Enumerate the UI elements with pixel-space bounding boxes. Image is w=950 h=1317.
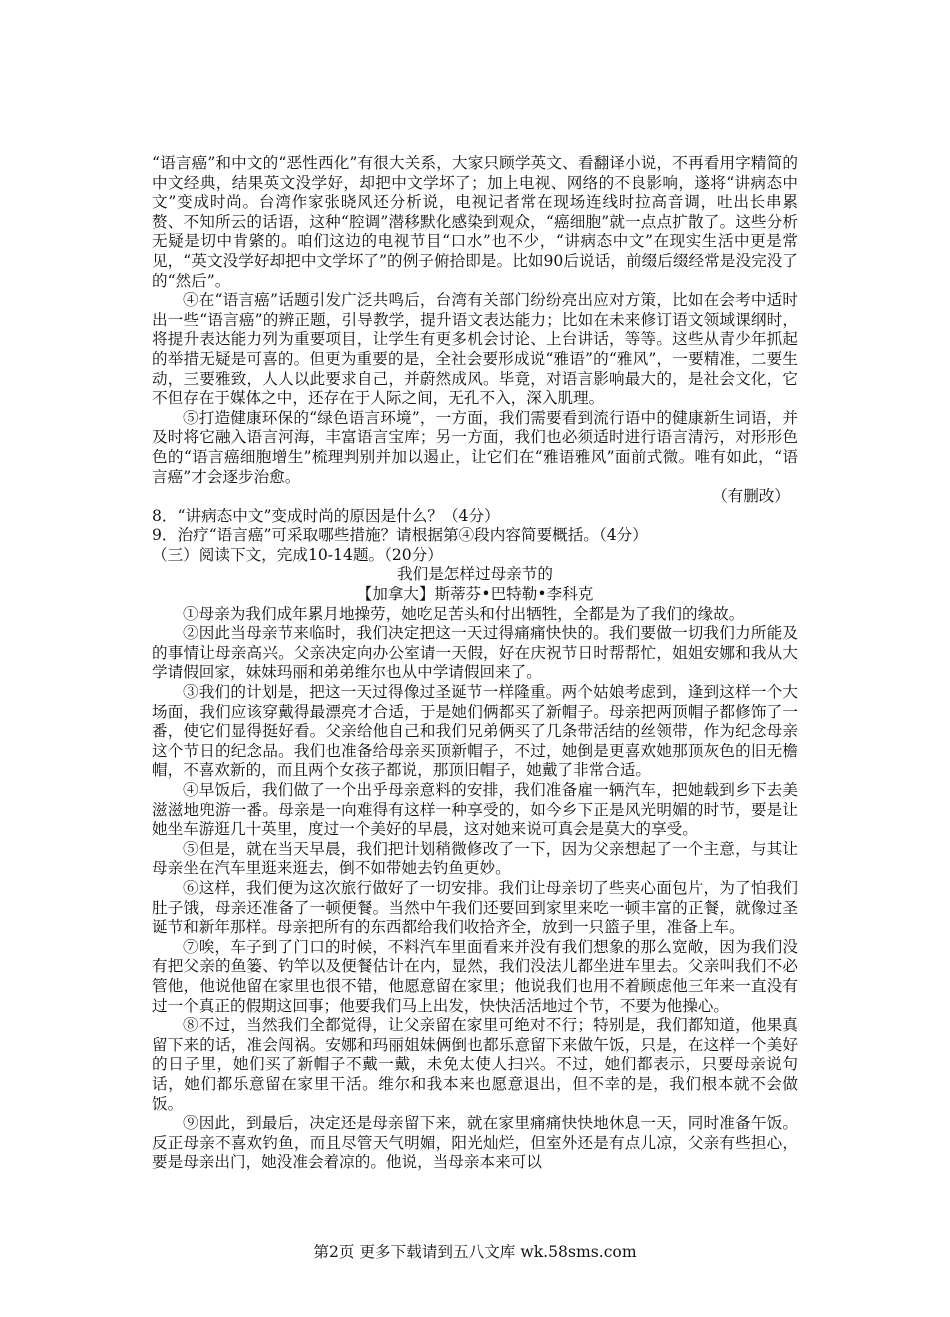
story-paragraph-4: ④早饭后，我们做了一个出乎母亲意料的安排，我们准备雇一辆汽车，把她载到乡下去美滋滋地兜游一番。母亲是一向难得有这样一种享受的，如今乡下正是风光明媚的时节，要是让她坐车游逛几十英里，度过一个美好的早晨，这对她来说可真会是莫大的享受。 <box>152 781 798 839</box>
paragraph-3-continued: “语言癌”和中文的“恶性西化”有很大关系，大家只顾学英文、看翻译小说，不再看用字精简的中文经典，结果英文没学好，却把中文学坏了；加上电视、网络的不良影响，遂将“讲病态中文”变成时尚。台湾作家张晓风还分析说，电视记者常在现场连线时拉高音调，吐出长串累赘、不知所云的话语，这种“腔调”潜移默化感染到观众，“癌细胞”就一点点扩散了。这些分析无疑是切中肯綮的。咱们这边的电视节目“口水”也不少，“讲病态中文”在现实生活中更是常见，“英文没学好却把中文学坏了”的例子俯拾即是。比如90后说话，前缀后缀经常是没完没了的“然后”。 <box>152 154 798 290</box>
story-paragraph-2: ②因此当母亲节来临时，我们决定把这一天过得痛痛快快的。我们要做一切我们力所能及的事情让母亲高兴。父亲决定向办公室请一天假，好在庆祝节日时帮帮忙，姐姐安娜和我从大学请假回家，妹妹玛丽和弟弟维尔也从中学请假回来了。 <box>152 624 798 682</box>
page-footer: 第2页 更多下载请到五八文库 wk.58sms.com <box>313 1243 637 1261</box>
story-author: 【加拿大】斯蒂芬•巴特勒•李科克 <box>356 585 594 604</box>
story-paragraph-7: ⑦唉，车子到了门口的时候，不料汽车里面看来并没有我们想象的那么宽敞，因为我们没有把父亲的鱼篓、钓竿以及便餐估计在内，显然，我们没法儿都坐进车里去。父亲叫我们不必管他，他说他留在家里也很不错，他愿意留在家里；他说我们也用不着顾虑他三年来一直没有过一个真正的假期这回事；他要我们马上出发，快快活活地过个节，不要为他操心。 <box>152 937 798 1015</box>
story-paragraph-3: ③我们的计划是，把这一天过得像过圣诞节一样隆重。两个姑娘考虑到，逢到这样一个大场面，我们应该穿戴得最漂亮才合适，于是她们俩都买了新帽子。母亲把两顶帽子都修饰了一番，使它们显得挺好看。父亲给他自己和我们兄弟俩买了几条带活结的丝领带，作为纪念母亲这个节日的纪念品。我们也准备给母亲买顶新帽子，不过，她倒是更喜欢她那顶灰色的旧无檐帽，不喜欢新的，而且两个女孩子都说，那顶旧帽子，她戴了非常合适。 <box>152 683 798 780</box>
abridged-note: （有删改） <box>712 487 790 506</box>
story-paragraph-9: ⑨因此，到最后，决定还是母亲留下来，就在家里痛痛快快地休息一天，同时准备午饭。反正母亲不喜欢钓鱼，而且尽管天气明媚，阳光灿烂，但室外还是有点儿凉，父亲有些担心，要是母亲出门，她没准会着凉的。他说，当母亲本来可以 <box>152 1114 798 1172</box>
story-paragraph-8: ⑧不过，当然我们全都觉得，让父亲留在家里可绝对不行；特别是，我们都知道，他果真留下来的话，准会闯祸。安娜和玛丽姐妹俩倒也都乐意留下来做午饭，只是，在这样一个美好的日子里，她们买了新帽子不戴一戴，未免太使人扫兴。不过，她们都表示，只要母亲说句话，她们都乐意留在家里干活。维尔和我本来也愿意退出，但不幸的是，我们根本就不会做饭。 <box>152 1016 798 1113</box>
question-8: 8．“讲病态中文”变成时尚的原因是什么？（4分） <box>152 506 500 525</box>
paragraph-5: ⑤打造健康环保的“绿色语言环境”，一方面，我们需要看到流行语中的健康新生词语，并及时将它融入语言河海，丰富语言宝库；另一方面，我们也必须适时进行语言清污，对形形色色的“语言癌细胞增生”梳理判别并加以遏止，让它们在“雅语雅风”面前式微。唯有如此，“语言癌”才会逐步治愈。 <box>152 408 798 486</box>
section-3-heading: （三）阅读下文，完成10-14题。（20分） <box>152 545 443 564</box>
story-paragraph-6: ⑥这样，我们便为这次旅行做好了一切安排。我们让母亲切了些夹心面包片，为了怕我们肚子饿，母亲还准备了一顿便餐。当然中午我们还要回到家里来吃一顿丰富的正餐，就像过圣诞节和新年那样。母亲把所有的东西都给我们收拾齐全，放到一只篮子里，准备上车。 <box>152 878 798 937</box>
document-body <box>152 154 798 1173</box>
question-9: 9．治疗“语言癌”可采取哪些措施？请根据第④段内容简要概括。（4分） <box>152 526 648 545</box>
story-title: 我们是怎样过母亲节的 <box>397 565 553 584</box>
story-paragraph-5: ⑤但是，就在当天早晨，我们把计划稍微修改了一下，因为父亲想起了一个主意，与其让母亲坐在汽车里逛来逛去，倒不如带她去钓鱼更妙。 <box>152 839 798 878</box>
paragraph-4: ④在“语言癌”话题引发广泛共鸣后，台湾有关部门纷纷亮出应对方策，比如在会考中适时出一些“语言癌”的辨正题，引导教学，提升语文表达能力；比如在未来修订语文领域课纲时，将提升表达能力列为重要项目，让学生有更多机会讨论、上台讲话，等等。这些从青少年抓起的举措无疑是可喜的。但更为重要的是，全社会要形成说“雅语”的“雅风”，一要精准，二要生动，三要雅致，人人以此要求自己，并蔚然成风。毕竟，对语言影响最大的，是社会文化，它不但存在于媒体之中，还存在于人际之间，无孔不入，深入肌理。 <box>152 291 798 408</box>
story-paragraph-1: ①母亲为我们成年累月地操劳，她吃足苦头和付出牺牲，全都是为了我们的缘故。 <box>183 604 745 623</box>
